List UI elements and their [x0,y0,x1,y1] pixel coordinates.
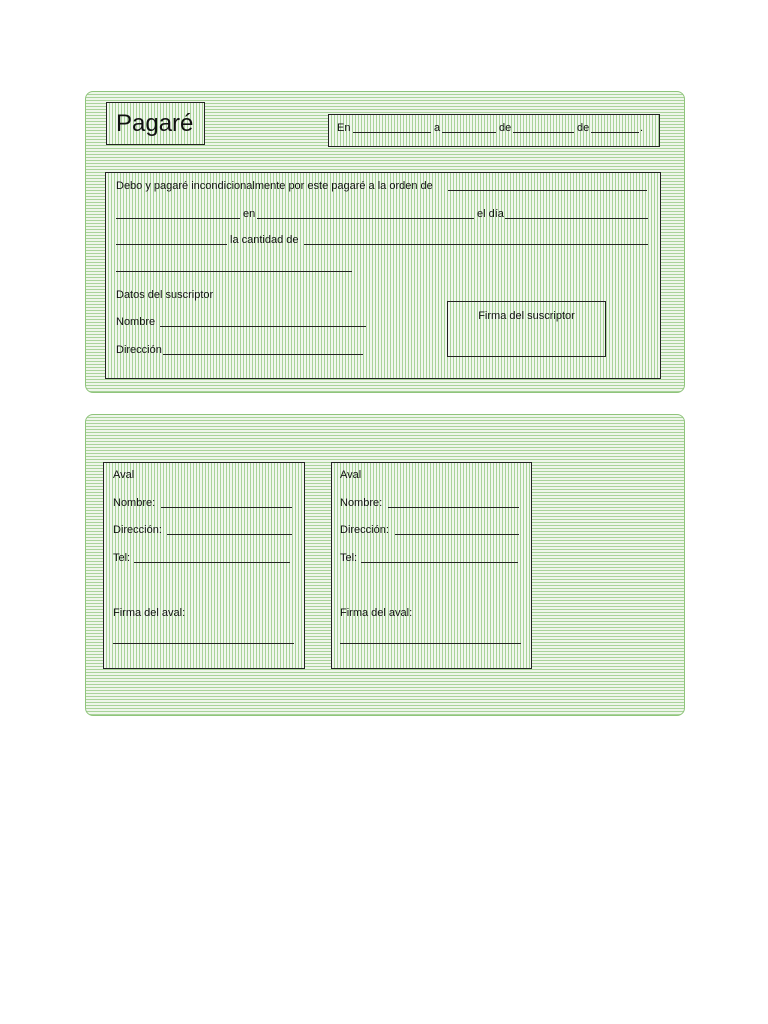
subscriber-name-label: Nombre [116,316,156,328]
subscriber-signature-label: Firma del suscriptor [478,310,575,322]
amount-continuation-field[interactable] [116,271,352,272]
subscriber-name-field[interactable] [160,326,366,327]
aval-1-signature-field[interactable] [113,643,294,644]
promise-text: Debo y pagaré incondicionalmente por este pagaré a la orden de [116,180,433,192]
aval-1-signature-label: Firma del aval: [113,607,186,619]
el-dia-label: el día [477,208,504,220]
date-de-label-1: de [499,122,512,134]
payee-field[interactable] [448,190,647,191]
aval-2-address-label: Dirección: [340,524,389,536]
aval-1-address-label: Dirección: [113,524,162,536]
aval-box-2 [331,462,532,669]
date-continuation-field[interactable] [116,244,227,245]
aval-2-signature-label: Firma del aval: [340,607,413,619]
aval-2-signature-field[interactable] [340,643,521,644]
aval-2-name-field[interactable] [388,507,519,508]
date-a-label: a [434,122,441,134]
amount-field[interactable] [304,244,648,245]
subscriber-address-label: Dirección [116,344,162,356]
aval-1-address-field[interactable] [167,534,292,535]
en-label: en [243,208,256,220]
aval-2-tel-label: Tel: [340,552,358,564]
payee-continuation-field[interactable] [116,218,240,219]
aval-1-tel-field[interactable] [134,562,290,563]
aval-1-tel-label: Tel: [113,552,131,564]
payment-date-field[interactable] [505,218,648,219]
aval-2-title: Aval [340,469,362,481]
page-title: Pagaré [116,110,194,137]
aval-1-name-label: Nombre: [113,497,156,509]
date-period: . [640,122,644,134]
aval-2-address-field[interactable] [395,534,519,535]
date-year-field[interactable] [591,132,639,133]
aval-1-name-field[interactable] [161,507,292,508]
cantidad-label: la cantidad de [230,234,299,246]
aval-2-name-label: Nombre: [340,497,383,509]
subscriber-section-title: Datos del suscriptor [116,289,214,301]
aval-1-title: Aval [113,469,135,481]
aval-box-1 [103,462,305,669]
date-month-field[interactable] [513,132,574,133]
date-box [328,114,660,147]
date-day-field[interactable] [442,132,496,133]
aval-2-tel-field[interactable] [361,562,518,563]
date-place-field[interactable] [353,132,431,133]
payment-place-field[interactable] [257,218,474,219]
subscriber-address-field[interactable] [163,354,363,355]
date-de-label-2: de [577,122,590,134]
date-en-label: En [337,122,351,134]
